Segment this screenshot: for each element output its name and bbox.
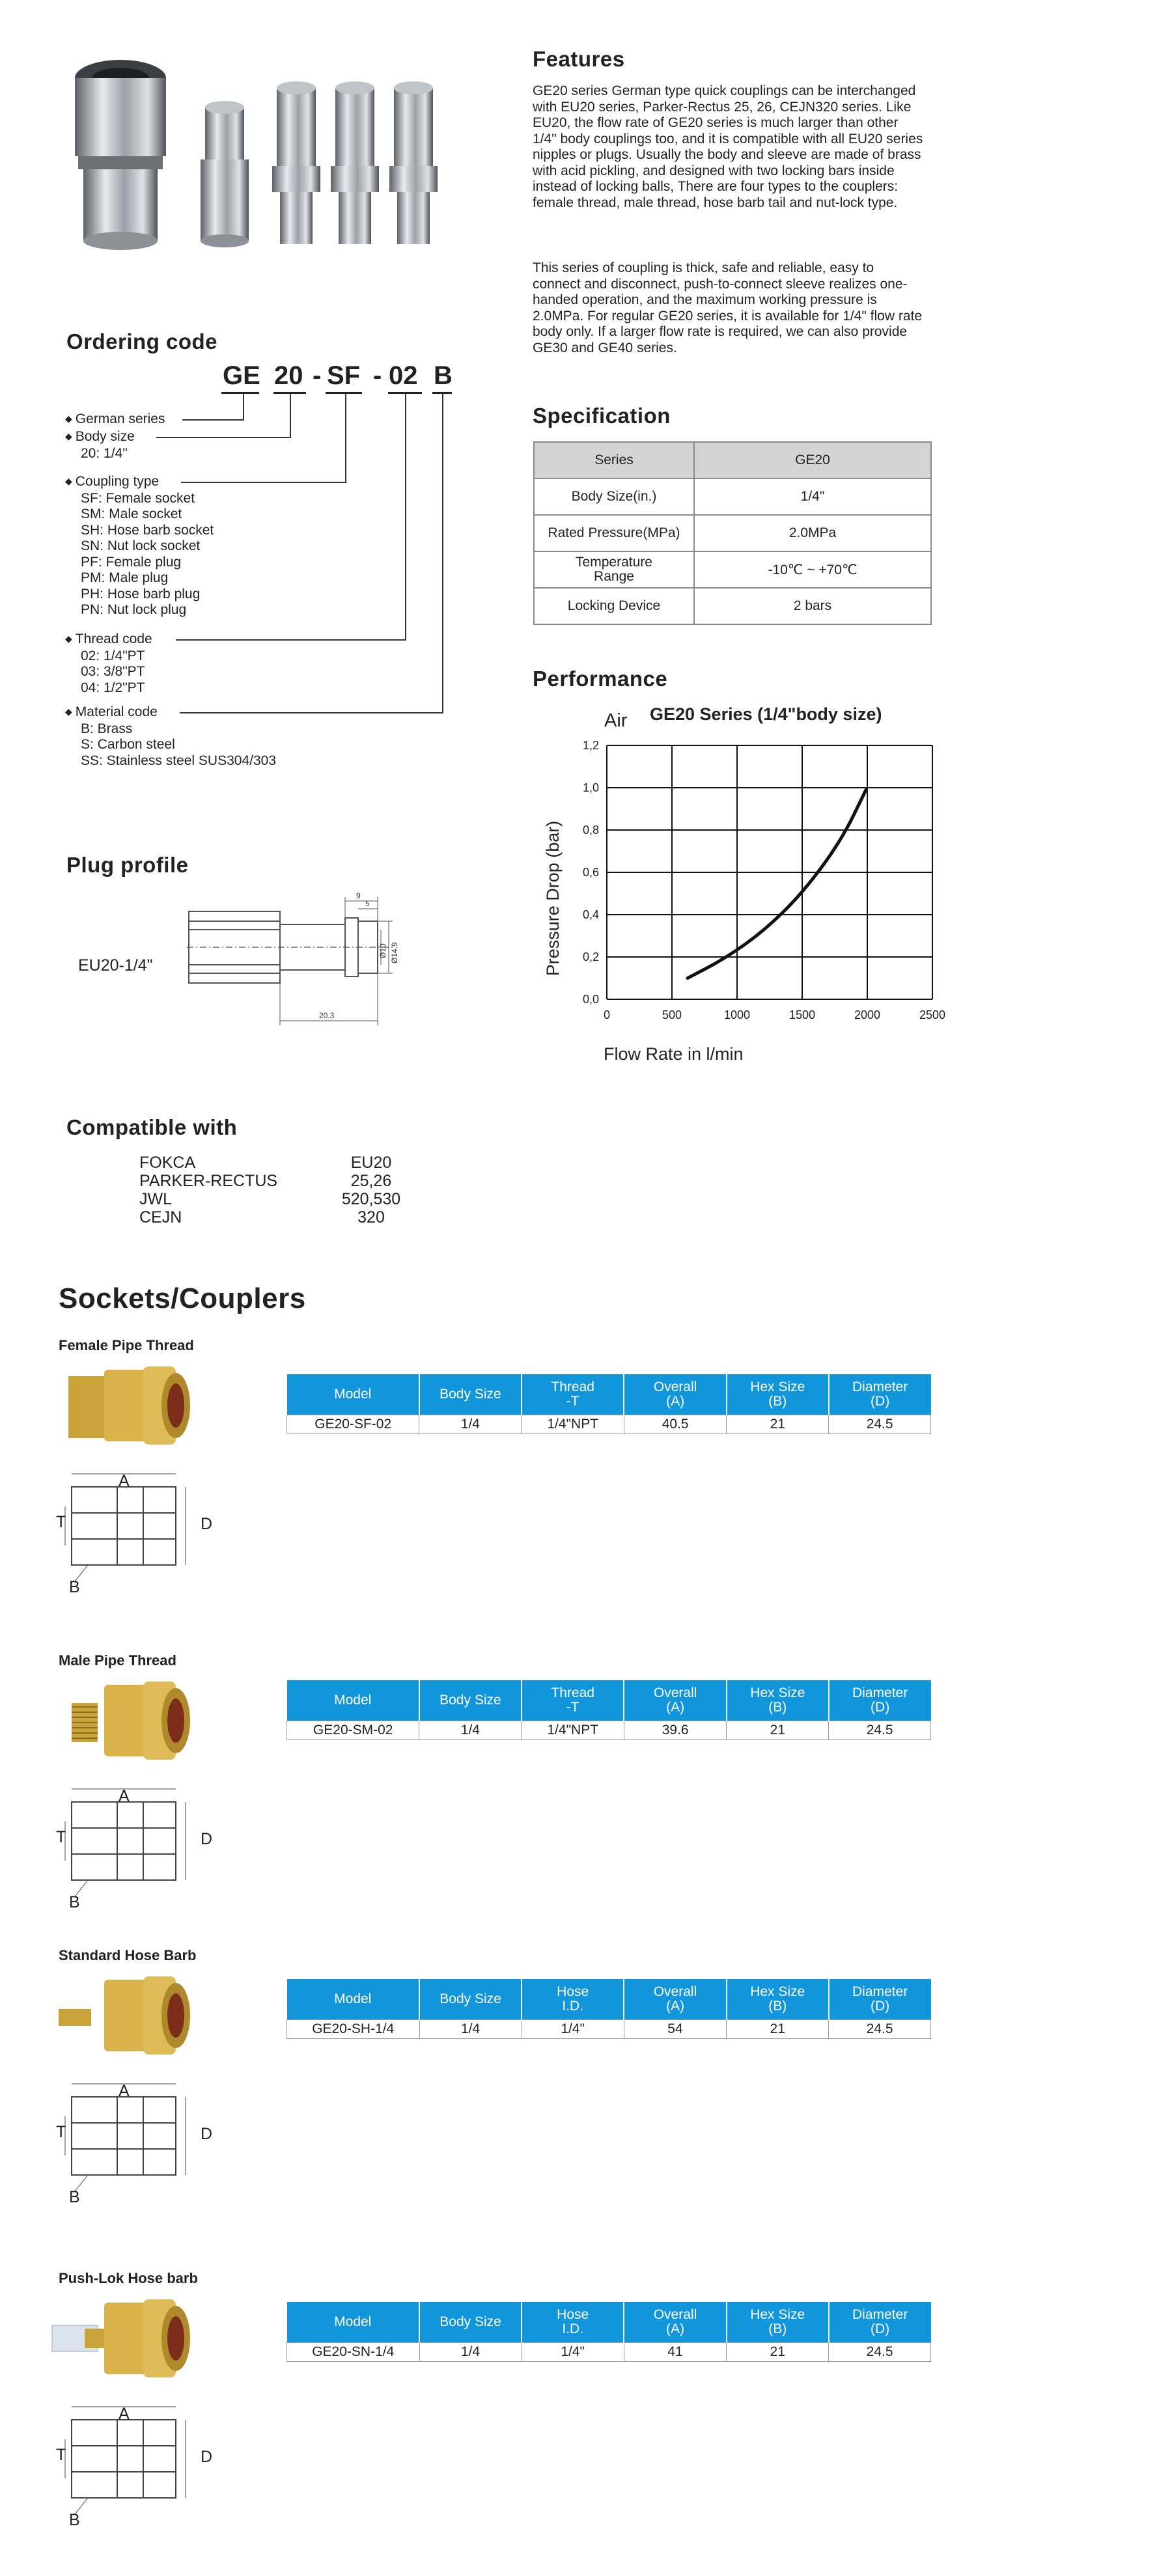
chart-y-tick: 1,2 xyxy=(582,739,599,752)
specification-title: Specification xyxy=(533,404,671,428)
table-cell: GE20-SF-02 xyxy=(287,1415,419,1434)
compatible-series-value: 320 xyxy=(357,1208,385,1226)
chart-y-tick: 0,2 xyxy=(582,950,599,963)
plug-image-2 xyxy=(272,81,320,244)
product-spec-table xyxy=(286,1979,931,2039)
dim-dia14: Ø14.9 xyxy=(390,942,399,963)
code-part-series: GE xyxy=(223,361,260,390)
table-row xyxy=(287,2343,931,2362)
code-part-size: 20 xyxy=(274,361,303,390)
dimension-label-a: A xyxy=(119,1472,130,1490)
dimension-label-b: B xyxy=(69,1893,80,1911)
table-header-cell: Body Size xyxy=(419,1680,522,1721)
chart-x-tick: 1500 xyxy=(788,1008,816,1021)
table-header-cell: Model xyxy=(287,1374,419,1415)
coupling-type-label: ◆ Coupling type xyxy=(65,474,214,491)
chart-medium-label: Air xyxy=(604,710,628,731)
plug-image-1 xyxy=(201,101,249,247)
spec-row xyxy=(534,478,931,515)
spec-row xyxy=(534,588,931,624)
dimension-label-a: A xyxy=(119,2082,130,2100)
plug-image-4 xyxy=(389,81,438,244)
table-cell: GE20-SM-02 xyxy=(287,1721,419,1740)
table-header-row xyxy=(287,2302,931,2343)
dimension-label-t: T xyxy=(56,2446,66,2464)
table-cell: 1/4" xyxy=(522,2020,624,2039)
compatible-series-value: 520,530 xyxy=(341,1190,401,1208)
compatible-series-value: 25,26 xyxy=(350,1172,392,1190)
product-spec-table xyxy=(286,1374,931,1434)
table-cell: 1/4"NPT xyxy=(522,1415,624,1434)
thread-item: 04: 1/2"PT xyxy=(81,680,145,695)
product-spec-table xyxy=(286,1680,931,1740)
specification-table xyxy=(533,441,932,625)
spec-cell: -10℃ ~ +70℃ xyxy=(694,551,931,588)
table-header-cell: Model xyxy=(287,2302,420,2343)
plug-profile-label: EU20-1/4" xyxy=(78,956,153,975)
table-row xyxy=(287,1415,931,1434)
spec-cell: Temperature Range xyxy=(534,551,694,588)
coupling-item: PH: Hose barb plug xyxy=(81,586,201,602)
chart-x-axis-label: Flow Rate in l/min xyxy=(604,1044,744,1064)
chart-y-tick: 0,8 xyxy=(582,824,599,837)
table-header-cell: Hex Size (B) xyxy=(727,1979,829,2020)
table-cell: 1/4 xyxy=(419,2343,522,2362)
spec-header-cell: GE20 xyxy=(694,442,931,478)
spec-cell: Body Size(in.) xyxy=(534,478,694,515)
ordering-code-title: Ordering code xyxy=(66,329,218,353)
table-header-cell: Thread -T xyxy=(522,1680,624,1721)
compatible-series-value: EU20 xyxy=(350,1154,392,1172)
table-cell: 1/4 xyxy=(419,1415,522,1434)
chart-y-tick: 1,0 xyxy=(582,781,599,794)
table-header-cell: Overall (A) xyxy=(624,1680,726,1721)
chart-x-tick: 500 xyxy=(662,1008,682,1021)
chart-series-line xyxy=(688,790,866,978)
chart-y-axis-label: Pressure Drop (bar) xyxy=(543,820,563,976)
table-cell: 40.5 xyxy=(624,1415,726,1434)
compatible-brands xyxy=(139,1154,277,1226)
table-cell: 41 xyxy=(624,2343,726,2362)
table-header-row xyxy=(287,1374,931,1415)
dim-9: 9 xyxy=(356,892,361,900)
dimension-label-a: A xyxy=(119,2405,130,2423)
dimension-label-d: D xyxy=(201,1515,213,1533)
plug-image-3 xyxy=(331,81,379,244)
coupling-item: PF: Female plug xyxy=(81,554,182,570)
table-cell: 21 xyxy=(727,2020,829,2039)
table-row xyxy=(287,2020,931,2039)
features-paragraph-2: This series of coupling is thick, safe and reliable, easy to connect and disconnect, push-to-connect sleeve realizes one-handed operation, and the maximum working pressure is 2.0MPa. For regular GE20 series, it is available for 1/4" flow rate body only. If a larger flow rate is required, we can also provide GE30 and GE40 series. xyxy=(533,260,923,355)
dim-5: 5 xyxy=(365,899,370,908)
table-header-cell: Hose I.D. xyxy=(522,1979,624,2020)
table-cell: GE20-SN-1/4 xyxy=(287,2343,420,2362)
spec-cell: 2 bars xyxy=(694,588,931,624)
table-cell: 24.5 xyxy=(829,1415,931,1434)
socket-image xyxy=(75,60,166,250)
spec-row xyxy=(534,551,931,588)
table-cell: 21 xyxy=(727,1415,829,1434)
dimension-label-d: D xyxy=(201,2125,213,2143)
ordering-material-code xyxy=(65,704,276,769)
table-cell: 24.5 xyxy=(829,2020,931,2039)
table-cell: 1/4 xyxy=(419,1721,522,1740)
table-header-cell: Thread -T xyxy=(522,1374,624,1415)
product-title: Male Pipe Thread xyxy=(59,1652,176,1669)
dimension-label-t: T xyxy=(56,2123,66,2141)
spec-header-cell: Series xyxy=(534,442,694,478)
ordering-german-series xyxy=(65,411,165,428)
product-photo xyxy=(46,1967,215,2253)
chart-title: GE20 Series (1/4"body size) xyxy=(650,704,882,724)
table-header-cell: Diameter (D) xyxy=(829,1680,931,1721)
material-code-label: ◆ Material code xyxy=(65,704,276,721)
material-item: B: Brass xyxy=(81,721,133,736)
plug-profile-title: Plug profile xyxy=(66,853,189,877)
product-title: Push-Lok Hose barb xyxy=(59,2270,198,2286)
table-header-cell: Model xyxy=(287,1680,419,1721)
code-part-material: B xyxy=(434,361,453,390)
table-cell: 1/4" xyxy=(522,2343,624,2362)
chart-x-tick: 0 xyxy=(603,1008,611,1021)
table-header-cell: Diameter (D) xyxy=(829,2302,931,2343)
table-cell: GE20-SH-1/4 xyxy=(287,2020,420,2039)
spec-row xyxy=(534,515,931,551)
table-header-cell: Diameter (D) xyxy=(829,1374,931,1415)
compatible-brand: CEJN xyxy=(139,1208,182,1226)
dim-dia10: Ø10 xyxy=(378,943,387,958)
product-photo xyxy=(46,1672,215,1958)
thread-item: 03: 3/8"PT xyxy=(81,664,145,679)
body-size-item: 20: 1/4" xyxy=(81,445,128,461)
compatible-series xyxy=(332,1154,410,1226)
coupling-item: SF: Female socket xyxy=(81,490,195,506)
thread-item: 02: 1/4"PT xyxy=(81,648,145,663)
coupling-item: SM: Male socket xyxy=(81,506,182,521)
dimension-label-b: B xyxy=(69,2511,80,2529)
table-header-cell: Body Size xyxy=(419,2302,522,2343)
table-header-cell: Overall (A) xyxy=(624,1979,726,2020)
table-header-cell: Model xyxy=(287,1979,420,2020)
table-cell: 1/4"NPT xyxy=(522,1721,624,1740)
spec-header-row xyxy=(534,442,931,478)
performance-title: Performance xyxy=(533,667,668,691)
table-header-row xyxy=(287,1979,931,2020)
compatible-brand: JWL xyxy=(139,1190,172,1208)
german-series-label: ◆ German series xyxy=(65,411,165,428)
chart-x-tick: 2000 xyxy=(854,1008,881,1021)
spec-cell: Rated Pressure(MPa) xyxy=(534,515,694,551)
code-part-type: SF xyxy=(327,361,361,390)
ordering-body-size xyxy=(65,429,135,462)
dimension-label-b: B xyxy=(69,2188,80,2206)
code-dash-2: - xyxy=(373,361,382,390)
spec-cell: 1/4" xyxy=(694,478,931,515)
ordering-coupling-type xyxy=(65,474,214,618)
dimension-label-t: T xyxy=(56,1513,66,1531)
body-size-label: ◆ Body size xyxy=(65,429,135,446)
coupling-item: PM: Male plug xyxy=(81,570,169,585)
thread-code-label: ◆ Thread code xyxy=(65,631,152,648)
product-photo-couplings xyxy=(65,52,495,267)
sockets-title: Sockets/Couplers xyxy=(59,1282,306,1314)
table-cell: 24.5 xyxy=(829,1721,931,1740)
table-header-cell: Hose I.D. xyxy=(522,2302,624,2343)
chart-y-tick: 0,4 xyxy=(582,908,599,921)
chart-y-tick: 0,6 xyxy=(582,866,599,879)
coupling-item: SN: Nut lock socket xyxy=(81,538,201,553)
table-cell: 24.5 xyxy=(829,2343,931,2362)
table-header-cell: Hex Size (B) xyxy=(727,2302,829,2343)
coupling-item: PN: Nut lock plug xyxy=(81,602,187,617)
chart-x-tick: 1000 xyxy=(723,1008,751,1021)
features-paragraph-1: GE20 series German type quick couplings can be interchanged with EU20 series, Parker-Rectus 25, 26, CEJN320 series. Like EU20, the flow rate of GE20 series is much larger than other 1/4" body couplings too, and it is compatible with all EU20 series nipples or plugs. Usually the body and sleeve are made of brass with acid pickling, and designed with two locking bars inside instead of locking balls, There are four types to the couplers: female thread, male thread, hose barb tail and nut-lock type. xyxy=(533,83,923,210)
table-header-row xyxy=(287,1680,931,1721)
code-part-thread: 02 xyxy=(389,361,418,390)
table-header-cell: Overall (A) xyxy=(624,1374,726,1415)
chart-x-tick: 2500 xyxy=(919,1008,946,1021)
product-title: Female Pipe Thread xyxy=(59,1337,194,1353)
table-header-cell: Diameter (D) xyxy=(829,1979,931,2020)
dimension-label-d: D xyxy=(201,2448,213,2466)
table-header-cell: Body Size xyxy=(419,1979,522,2020)
product-photo xyxy=(46,2290,215,2576)
table-cell: 21 xyxy=(727,2343,829,2362)
compatible-brand: PARKER-RECTUS xyxy=(139,1172,278,1190)
chart-y-tick: 0,0 xyxy=(582,993,599,1006)
spec-cell: Locking Device xyxy=(534,588,694,624)
performance-chart xyxy=(534,697,951,1074)
dimension-label-t: T xyxy=(56,1828,66,1846)
compatible-title: Compatible with xyxy=(66,1115,238,1139)
table-header-cell: Overall (A) xyxy=(624,2302,726,2343)
table-cell: 21 xyxy=(727,1721,829,1740)
product-photo xyxy=(46,1357,215,1643)
compatible-brand: FOKCA xyxy=(139,1154,196,1172)
ordering-thread-code xyxy=(65,631,152,696)
table-cell: 54 xyxy=(624,2020,726,2039)
material-item: SS: Stainless steel SUS304/303 xyxy=(81,753,277,768)
dimension-label-a: A xyxy=(119,1787,130,1805)
table-header-cell: Hex Size (B) xyxy=(727,1374,829,1415)
table-row xyxy=(287,1721,931,1740)
plug-profile-drawing xyxy=(186,892,459,1048)
dim-length: 20.3 xyxy=(319,1011,335,1020)
table-header-cell: Body Size xyxy=(419,1374,522,1415)
code-dash-1: - xyxy=(313,361,322,390)
dimension-label-b: B xyxy=(69,1578,80,1596)
table-header-cell: Hex Size (B) xyxy=(727,1680,829,1721)
features-title: Features xyxy=(533,47,625,71)
table-cell: 1/4 xyxy=(419,2020,522,2039)
product-spec-table xyxy=(286,2302,931,2362)
spec-cell: 2.0MPa xyxy=(694,515,931,551)
product-title: Standard Hose Barb xyxy=(59,1947,197,1963)
coupling-item: SH: Hose barb socket xyxy=(81,522,214,538)
material-item: S: Carbon steel xyxy=(81,737,175,752)
dimension-label-d: D xyxy=(201,1830,213,1848)
table-cell: 39.6 xyxy=(624,1721,726,1740)
